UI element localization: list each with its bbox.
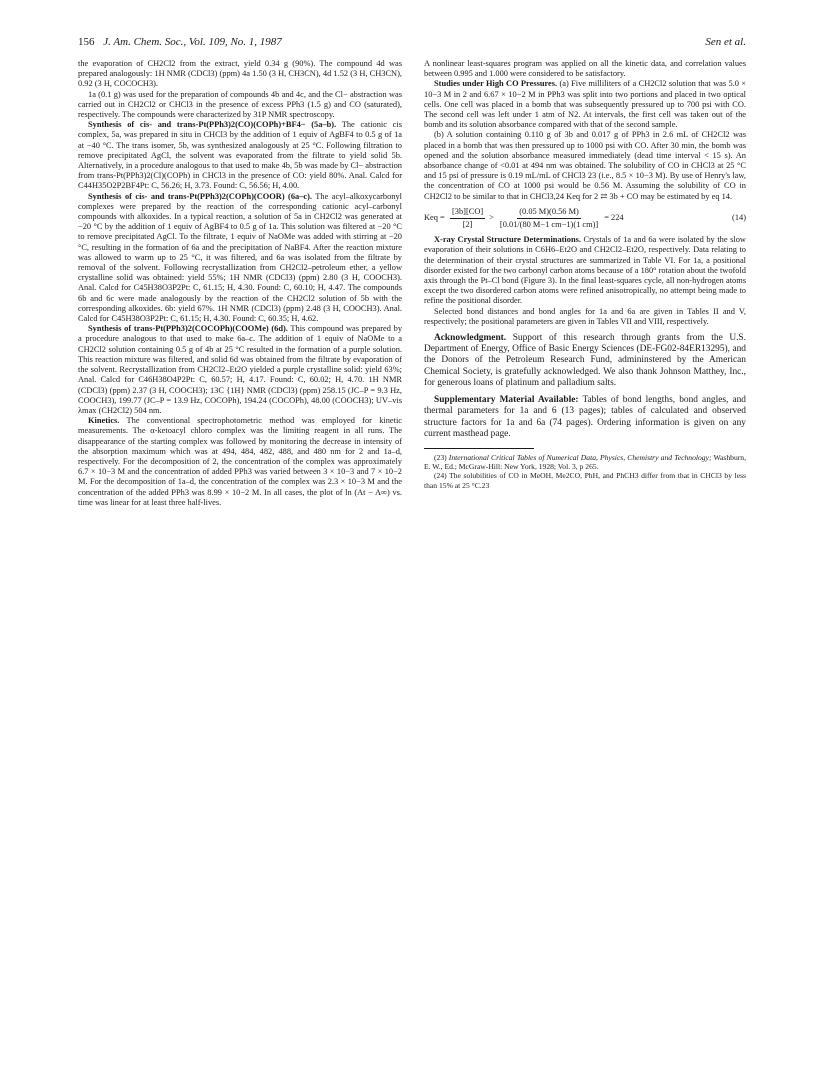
footnote-number: (23): [434, 452, 447, 462]
equation-operator: >: [489, 213, 494, 223]
fraction-denominator: [0.01/(80 M−1 cm−1)(1 cm)]: [499, 220, 599, 230]
fraction-denominator: [2]: [462, 220, 473, 230]
equation-lhs: Keq =: [424, 213, 445, 223]
section-heading: Synthesis of trans-Pt(PPh3)2(COCOPh)(COOMe) (6d).: [88, 324, 288, 334]
section-heading: Acknowledgment.: [434, 333, 507, 344]
paragraph: [424, 235, 746, 306]
section-heading: Studies under High CO Pressures.: [434, 79, 558, 89]
fraction-numerator: (0.05 M)(0.56 M): [517, 207, 581, 219]
fraction: [450, 207, 485, 230]
paragraph-body: The acyl–alkoxycarbonyl complexes were prepared by the reaction of the corresponding cationic acyl–carbonyl compounds with alkoxides. In a typical reaction, a solution of 5a in CH2Cl2 was generated at −20 °C by the addition of 1 equiv of AgBF4 to 0.5 g of 1a. This solution was filtered at −20 °C to remove precipitated AgCl. To the filtrate, 1 equiv of NaOMe was added with stirring at −20 °C, resulting in the formation of 6a and the precipitation of NaBF4. After the reaction mixture was allowed to warm up to 25 °C, it was filtered, and 6a was isolated from the filtrate by removal of the solvent. Following recrystallization from CH2Cl2–petroleum ether, a yellow crystalline solid was obtained: yield 55%; 1H NMR (CDCl3) (ppm) 2.80 (3 H, COOCH3). Anal. Calcd for C45H38O3P2Pt: C, 61.15; H, 4.30. Found: C, 60.10; H, 4.47. The compounds 6b and 6c were made analogously by the reaction of the CH2Cl2 solution of 5b with the corresponding alkoxides. 6b: yield 67%. 1H NMR (CDCl3) (ppm) 2.48 (3 H, COOCH3). Anal. Calcd for C45H38O3P2Pt: C, 61.15; H, 4.30. Found: C, 60.35; H, 4.62.: [78, 191, 402, 324]
section-heading: X-ray Crystal Structure Determinations.: [434, 235, 581, 245]
footnote-divider: [424, 448, 534, 449]
equation-number: (14): [732, 213, 746, 223]
paragraph: (b) A solution containing 0.110 g of 3b and 0.017 g of PPh3 in 2.6 mL of CH2Cl2 was placed in a bomb that was then pressured up to 1000 psi with CO. After 30 min, the bomb was opened and the solution absorbance measured immediately (dead time interval < 15 s). An absorbance change of <0.01 at 494 nm was obtained. The solubility of CO in CHCl3 at 25 °C and 15 psi of pressure is 0.19 mL/mL of CHCl3 23 (i.e., 8.5 × 10−3 M). By use of Henry's law, the concentration of CO at 1000 psi would be 0.56 M. Assuming the solubility of CO in CH2Cl2 to be similar to that in CHCl3,24 Keq for 2 ⇄ 3b + CO may be estimated by eq 14.: [424, 130, 746, 201]
running-head: [78, 36, 746, 52]
equation-14: [424, 207, 746, 230]
paragraph-body: The conventional spectrophotometric method was employed for kinetic measurements. The α-ketoacyl chloro complex was the limiting reagent in all runs. The disappearance of the starting complex was followed by monitoring the decrease in intensity of the absorption maximum which was at 494, 484, 482, 488, and 480 nm for 2 and 1a–d, respectively. For the decomposition of 2, the concentration of the complex was approximately 6.7 × 10−3 M and the concentration of added PPh3 was varied between 3 × 10−3 and 7 × 10−2 M. For the decomposition of 1a–d, the concentration of the complex was 2.3 × 10−3 M and the concentration of the added PPh3 was 8.99 × 10−2 M. In all cases, the plot of ln (At − A∞) vs. time was linear for at least three half-lives.: [78, 416, 402, 507]
acknowledgment: [424, 333, 746, 389]
paragraph: 1a (0.1 g) was used for the preparation of compounds 4b and 4c, and the Cl− abstraction was carried out in CH2Cl2 or CHCl3 in the presence of excess PPh3 (1.5 g) and CO (saturated), respectively. The compounds were characterized by 31P NMR spectroscopy.: [78, 89, 402, 120]
supplementary-material: [424, 395, 746, 440]
paragraph-body: Tables of bond lengths, bond angles, and thermal parameters for 1a and 6 (13 pages); tables of calculated and observed structure factors for 1a and 6a (74 pages). Ordering information is given on any current masthead page.: [424, 395, 746, 439]
paragraph: [78, 120, 402, 191]
footnote-23: [424, 453, 746, 471]
fraction-numerator: [3b][CO]: [450, 207, 485, 219]
paragraph-body: Crystals of 1a and 6a were isolated by the slow evaporation of their solutions in C6H6–Et2O and CH2Cl2–Et2O, respectively. Data relating to the determination of their crystal structures are summarized in Table VI. For 1a, a positional disorder existed for the two carbonyl carbon atoms because of a 180° rotation about the twofold axis through the Pt–Cl bond (Figure 3). In the final least-squares cycle, all non-hydrogen atoms except the two disordered carbon atoms were refined anisotropically, no attempt being made to refine the positional disorder.: [424, 235, 746, 306]
footnote-24: (24) The solubilities of CO in MeOH, Me2CO, PhH, and PhCH3 differ from that in CHCl3 by less than 15% at 25 °C.23: [424, 471, 746, 490]
paragraph: A nonlinear least-squares program was applied on all the kinetic data, and correlation values between 0.995 and 1.000 were considered to be satisfactory.: [424, 59, 746, 79]
paragraph: [78, 416, 402, 508]
paragraph-body: Support of this research through grants from the U.S. Department of Energy, Office of Basic Energy Sciences (DE-FG02-84ER13295), and the Donors of the Petroleum Research Fund, admininstered by the American Chemical Society, is gratefully acknowledged. We also thank Johnson Matthey, Inc., for generous loans of platinum and palladium salts.: [424, 333, 746, 388]
paragraph-body: The cationic cis complex, 5a, was prepared in situ in CHCl3 by the addition of 1 equiv of AgBF4 to 0.5 g of 1a at −40 °C. The trans isomer, 5b, was synthesized analogously at 25 °C. Following filtration to remove precipitated AgCl, the solvent was evaporated from the filtrate to yield solid 5b. Alternatively, in a procedure analogous to that used to make 4b, 5b was made by Cl− abstraction from trans-Pt(PPh3)2(Cl)(COPh) in CHCl3 in the presence of CO: yield 80%. Anal. Calcd for C44H35O2P2BF4Pt: C, 56.26; H, 3.73. Found: C, 56.56; H, 4.00.: [78, 120, 402, 191]
paragraph: [78, 192, 402, 325]
paragraph-body: (a) Five milliliters of a CH2Cl2 solution that was 5.0 × 10−3 M in 2 and 6.67 × 10−2 M in PPh3 was split into two portions and placed in two optical cells. One cell was placed in a bomb that was subsequently pressured up to 700 psi with CO. The second cell was left under 1 atm of N2. At intervals, the first cell was taken out of the bomb and its solution absorbance compared with that of the second sample.: [424, 79, 746, 130]
section-heading: Synthesis of cis- and trans-Pt(PPh3)2(CO)(COPh)+BF4− (5a–b).: [88, 120, 337, 130]
fraction: [498, 207, 600, 230]
reference-details: Washburn, E. W., Ed.; McGraw-Hill: New York, 1928; Vol. 3, p 265.: [424, 452, 746, 472]
section-heading: Supplementary Material Available:: [434, 395, 579, 406]
paragraph: Selected bond distances and bond angles for 1a and 6a are given in Tables II and V, respectively; the positional parameters are given in Tables VII and VIII, respectively.: [424, 306, 746, 326]
reference-title: International Critical Tables of Numerical Data, Physics, Chemistry and Technology;: [446, 452, 712, 462]
paragraph: [78, 324, 402, 416]
page-number: 156: [78, 36, 95, 48]
paragraph: [424, 79, 746, 130]
section-heading: Kinetics.: [88, 416, 120, 426]
section-heading: Synthesis of cis- and trans-Pt(PPh3)2(COPh)(COOR) (6a–c).: [88, 191, 312, 201]
journal-citation: J. Am. Chem. Soc., Vol. 109, No. 1, 1987: [103, 36, 282, 48]
running-authors: Sen et al.: [705, 36, 746, 48]
equation-result: = 224: [604, 213, 624, 223]
right-column: [424, 59, 746, 490]
left-column: [78, 59, 402, 508]
paragraph-body: This compound was prepared by a procedure analogous to that used to make 6a–c. The addition of 1 equiv of NaOMe to a CH2Cl2 solution containing 0.5 g of 4b at 25 °C resulted in the formation of a purple solution. This reaction mixture was filtered, and solid 6d was obtained from the filtrate by evaporation of the solvent. Recrystallization from CH2Cl2–Et2O yielded a purple crystalline solid: yield 63%; Anal. Calcd for C46H38O4P2Pt: C, 60.57; H, 4.17. Found: C, 60.02; H, 4.70. 1H NMR (CDCl3) (ppm) 2.37 (3 H, COOCH3); 13C {1H} NMR (CDCl3) (ppm) 258.15 (JC–P = 9.3 Hz, COOCH3), 199.77 (JC–P = 13.9 Hz, COCOPh), 194.24 (COCOPh), 48.00 (COOCH3); UV–vis λmax (CH2Cl2) 504 nm.: [78, 324, 403, 415]
paragraph: the evaporation of CH2Cl2 from the extract, yield 0.34 g (90%). The compound 4d was prepared analogously: 1H NMR (CDCl3) (ppm) 4a 1.50 (3 H, CH3CN), 4d 1.52 (3 H, CH3CN), 0.92 (3 H, COCOCH3).: [78, 59, 402, 89]
